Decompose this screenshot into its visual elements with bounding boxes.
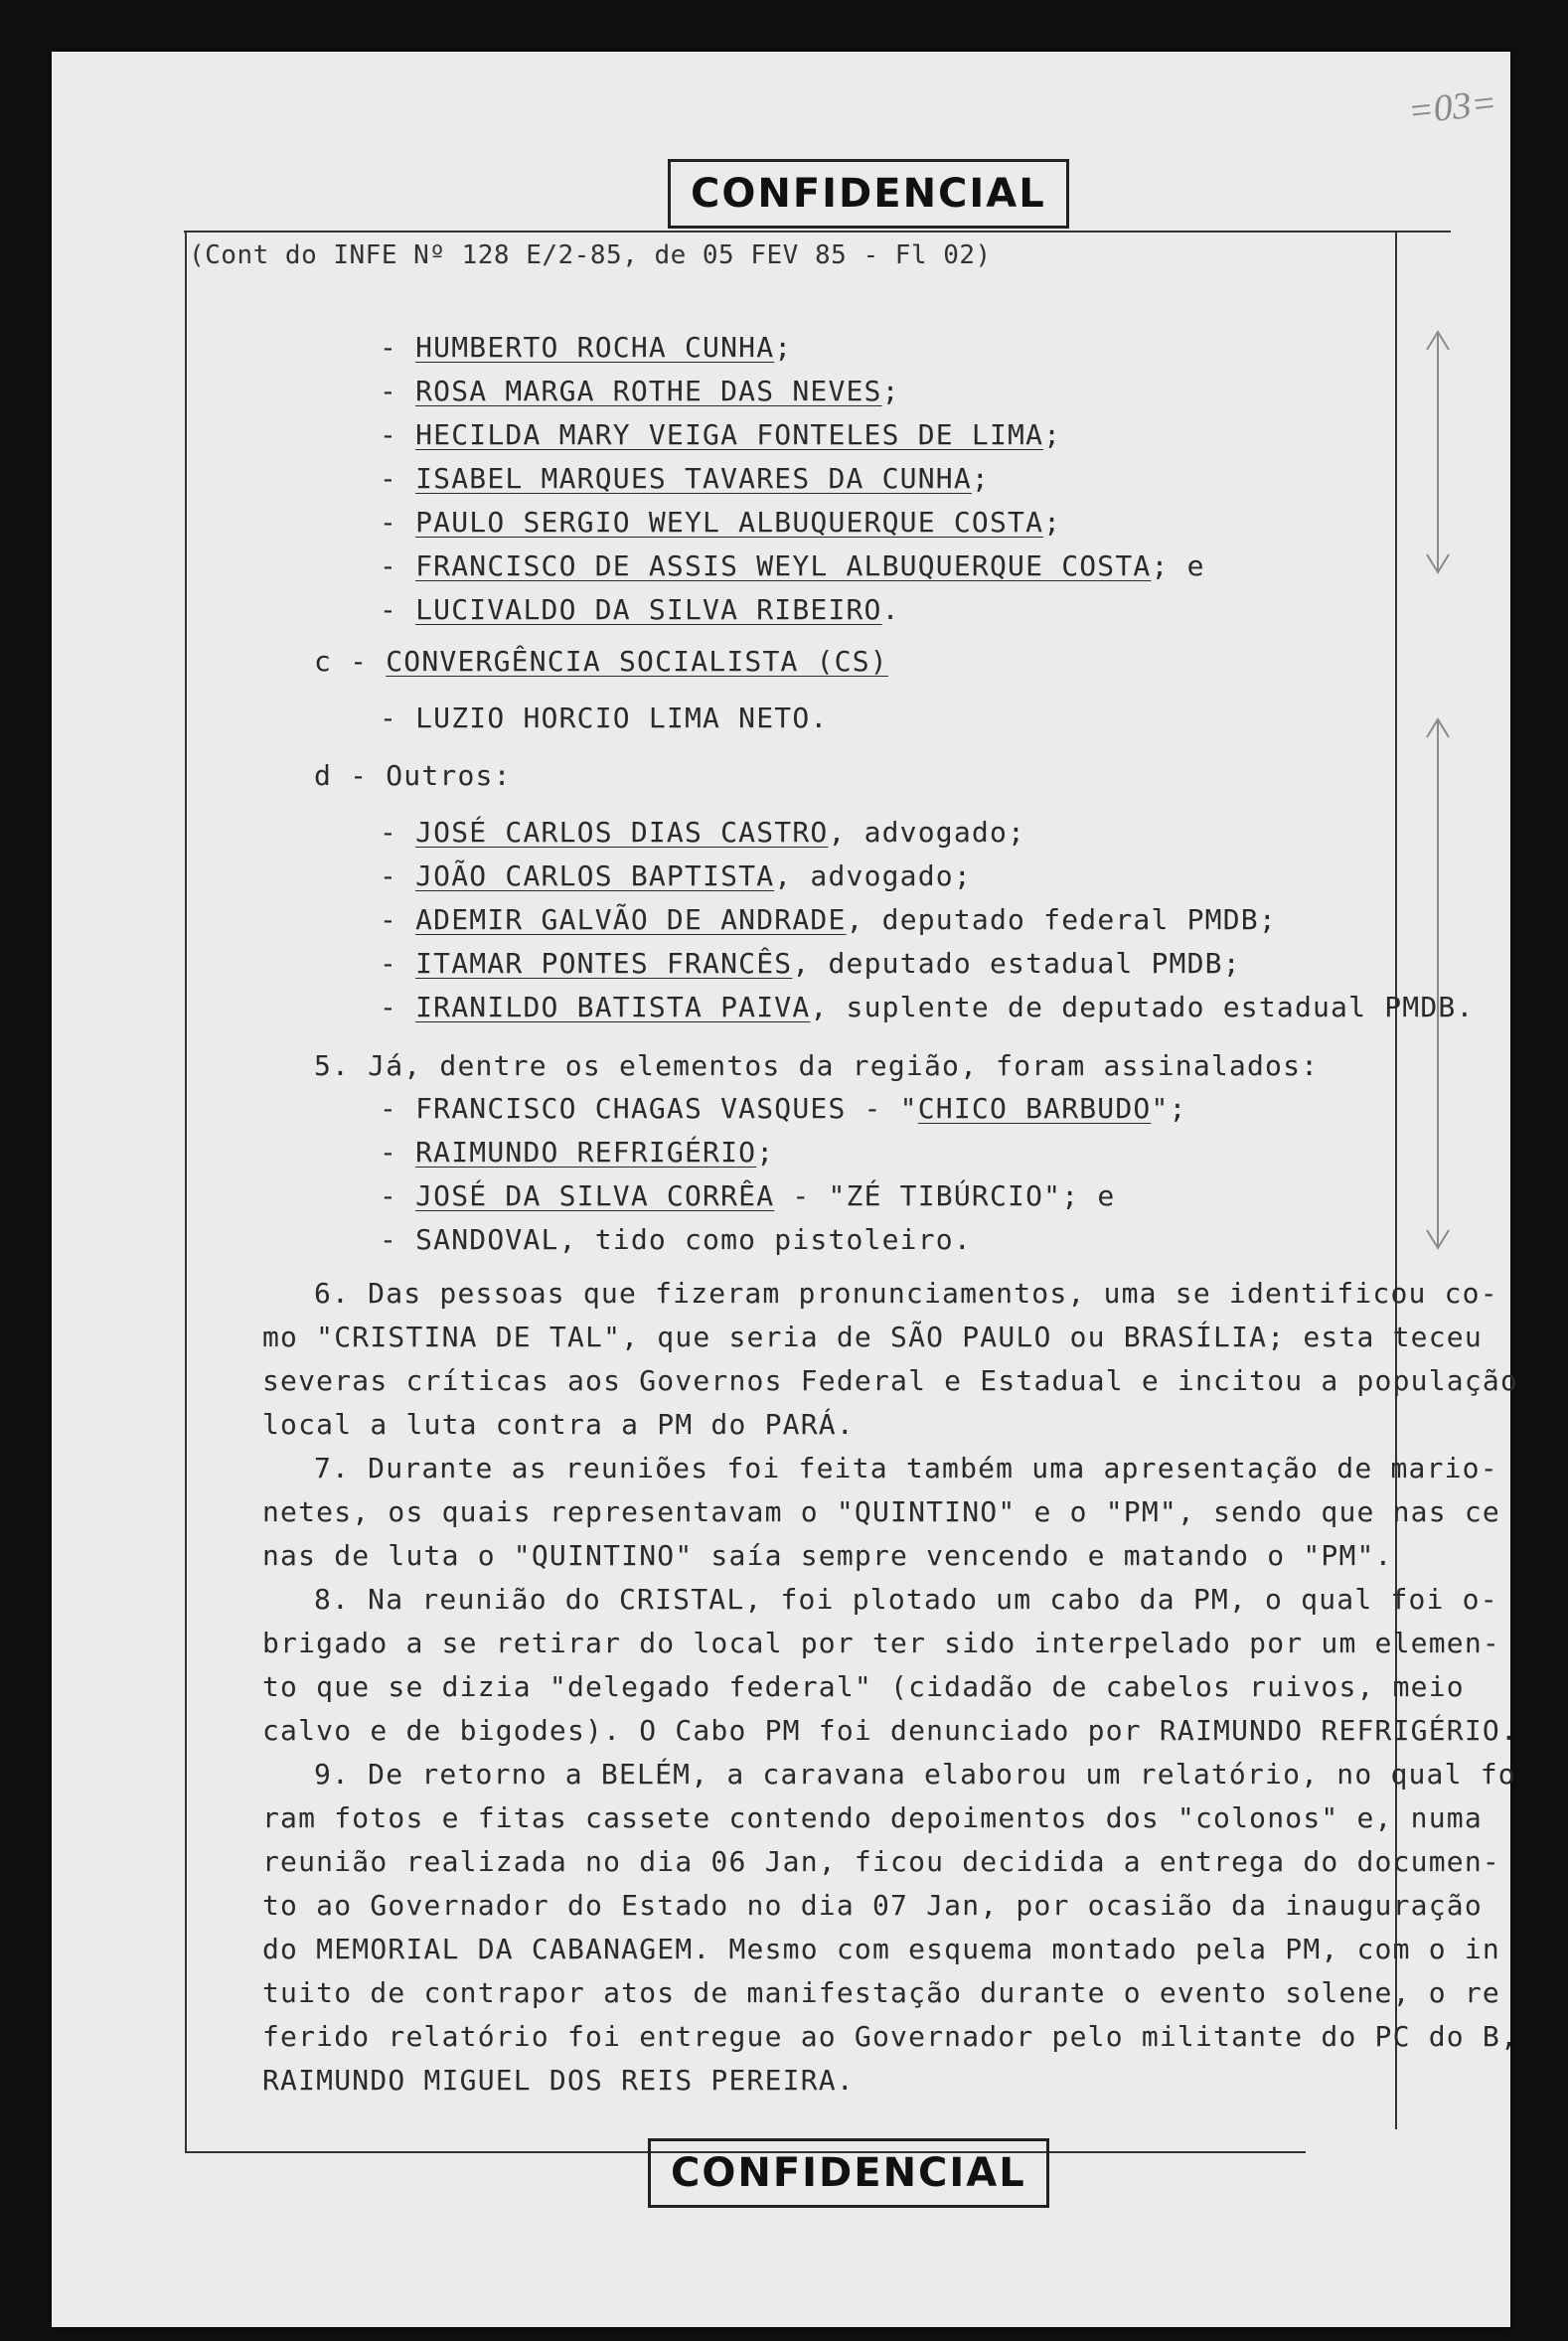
paragraph-text: severas críticas aos Governos Federal e Estadual e incitou a população bbox=[262, 1364, 1519, 1397]
list-item: - SANDOVAL, tido como pistoleiro. bbox=[380, 1223, 972, 1256]
paragraph-text: brigado a se retirar do local por ter sido interpelado por um elemen- bbox=[262, 1627, 1500, 1659]
person-name: JOSÉ CARLOS DIAS CASTRO bbox=[415, 816, 829, 849]
section-heading bbox=[314, 645, 888, 678]
item-suffix: . bbox=[881, 593, 900, 626]
section-letter: d - bbox=[314, 759, 387, 792]
person-name: HECILDA MARY VEIGA FONTELES DE LIMA bbox=[415, 418, 1044, 451]
item-prefix: FRANCISCO CHAGAS VASQUES - " bbox=[415, 1092, 918, 1125]
section-letter: c - bbox=[314, 645, 387, 678]
para9-line bbox=[262, 1845, 1500, 1878]
list-item: - FRANCISCO CHAGAS VASQUES - "CHICO BARBUDO"; bbox=[380, 1092, 1187, 1125]
person-name: IRANILDO BATISTA PAIVA bbox=[415, 991, 811, 1023]
list-item: - LUZIO HORCIO LIMA NETO. bbox=[380, 702, 829, 734]
frame-line-top bbox=[184, 231, 1451, 233]
para9-line bbox=[262, 1889, 1483, 1922]
paragraph-text: to ao Governador do Estado no dia 07 Jan, por ocasião da inauguração bbox=[262, 1889, 1483, 1922]
paragraph-text: ram fotos e fitas cassete contendo depoimentos dos "colonos" e, numa bbox=[262, 1801, 1483, 1834]
list-item: - HUMBERTO ROCHA CUNHA; bbox=[380, 331, 793, 364]
confidential-stamp-top: CONFIDENCIAL bbox=[668, 159, 1069, 229]
item-suffix: ; bbox=[1043, 506, 1062, 539]
person-name: ROSA MARGA ROTHE DAS NEVES bbox=[415, 375, 882, 407]
list-item: - HECILDA MARY VEIGA FONTELES DE LIMA; bbox=[380, 418, 1062, 451]
section-heading bbox=[314, 759, 512, 792]
person-name: PAULO SERGIO WEYL ALBUQUERQUE COSTA bbox=[415, 506, 1044, 539]
paragraph-text: RAIMUNDO MIGUEL DOS REIS PEREIRA. bbox=[262, 2064, 855, 2097]
item-suffix: ; bbox=[756, 1136, 775, 1169]
person-name: FRANCISCO DE ASSIS WEYL ALBUQUERQUE COSTA bbox=[415, 549, 1152, 582]
paragraph-5-intro bbox=[314, 1049, 1320, 1082]
para8-line bbox=[262, 1670, 1465, 1703]
paragraph-text: 8. Na reunião do CRISTAL, foi plotado um cabo da PM, o qual foi o- bbox=[314, 1583, 1498, 1616]
person-name: ADEMIR GALVÃO DE ANDRADE bbox=[415, 903, 847, 936]
item-suffix: , advogado; bbox=[828, 816, 1026, 849]
margin-bracket-arrow-icon bbox=[1421, 715, 1455, 1252]
list-item: - ISABEL MARQUES TAVARES DA CUNHA; bbox=[380, 462, 990, 495]
para6-line bbox=[262, 1408, 855, 1441]
paragraph-text: 9. De retorno a BELÉM, a caravana elaborou um relatório, no qual fo bbox=[314, 1758, 1516, 1791]
list-item: - JOSÉ DA SILVA CORRÊA - "ZÉ TIBÚRCIO"; e bbox=[380, 1179, 1116, 1212]
para9-line bbox=[262, 2064, 855, 2097]
person-name: JOÃO CARLOS BAPTISTA bbox=[415, 859, 775, 892]
margin-bracket-arrow-icon bbox=[1421, 328, 1455, 576]
person-name: RAIMUNDO REFRIGÉRIO bbox=[415, 1136, 757, 1169]
paragraph-text: to que se dizia "delegado federal" (cidadão de cabelos ruivos, meio bbox=[262, 1670, 1465, 1703]
list-item: - IRANILDO BATISTA PAIVA, suplente de deputado estadual PMDB. bbox=[380, 991, 1475, 1023]
paragraph-text: 7. Durante as reuniões foi feita também uma apresentação de mario- bbox=[314, 1452, 1498, 1484]
list-item: - LUCIVALDO DA SILVA RIBEIRO. bbox=[380, 593, 900, 626]
paragraph-text: 6. Das pessoas que fizeram pronunciamentos, uma se identificou co- bbox=[314, 1277, 1498, 1310]
para6-line bbox=[314, 1277, 1498, 1310]
list-item: - ADEMIR GALVÃO DE ANDRADE, deputado federal PMDB; bbox=[380, 903, 1277, 936]
para7-line bbox=[314, 1452, 1498, 1484]
item-suffix: ; bbox=[881, 375, 900, 407]
person-name: ISABEL MARQUES TAVARES DA CUNHA bbox=[415, 462, 972, 495]
paragraph-text: netes, os quais representavam o "QUINTINO" e o "PM", sendo que nas ce bbox=[262, 1495, 1500, 1528]
section-title: Outros: bbox=[386, 759, 512, 792]
para6-line bbox=[262, 1321, 1483, 1353]
list-item: - JOÃO CARLOS BAPTISTA, advogado; bbox=[380, 859, 972, 892]
list-item: - FRANCISCO DE ASSIS WEYL ALBUQUERQUE COSTA; e bbox=[380, 549, 1205, 582]
para8-line bbox=[314, 1583, 1498, 1616]
person-name: ITAMAR PONTES FRANCÊS bbox=[415, 947, 793, 980]
person-name: HUMBERTO ROCHA CUNHA bbox=[415, 331, 775, 364]
item-suffix: , suplente de deputado estadual PMDB. bbox=[810, 991, 1475, 1023]
list-item: - JOSÉ CARLOS DIAS CASTRO, advogado; bbox=[380, 816, 1026, 849]
paragraph-text: reunião realizada no dia 06 Jan, ficou decidida a entrega do documen- bbox=[262, 1845, 1500, 1878]
paragraph-text: tuito de contrapor atos de manifestação durante o evento solene, o re bbox=[262, 1976, 1500, 2009]
paragraph-text: local a luta contra a PM do PARÁ. bbox=[262, 1408, 855, 1441]
item-suffix: ; bbox=[774, 331, 793, 364]
confidential-stamp-bottom: CONFIDENCIAL bbox=[648, 2138, 1049, 2208]
item-suffix: . bbox=[810, 702, 829, 734]
item-suffix: , deputado estadual PMDB; bbox=[792, 947, 1241, 980]
item-suffix: , deputado federal PMDB; bbox=[846, 903, 1277, 936]
item-suffix: ; e bbox=[1151, 549, 1205, 582]
section-title: CONVERGÊNCIA SOCIALISTA (CS) bbox=[386, 645, 888, 678]
frame-line-left bbox=[185, 231, 187, 2153]
para9-line bbox=[314, 1758, 1516, 1791]
para6-line bbox=[262, 1364, 1519, 1397]
para7-line bbox=[262, 1539, 1393, 1572]
para9-line bbox=[262, 2020, 1519, 2053]
para8-line bbox=[262, 1627, 1500, 1659]
para7-line bbox=[262, 1495, 1500, 1528]
para9-line bbox=[262, 1801, 1483, 1834]
person-name: LUZIO HORCIO LIMA NETO bbox=[415, 702, 811, 734]
list-item: - ITAMAR PONTES FRANCÊS, deputado estadual PMDB; bbox=[380, 947, 1241, 980]
person-name: CHICO BARBUDO bbox=[917, 1092, 1152, 1125]
item-suffix: , advogado; bbox=[774, 859, 972, 892]
person-name: JOSÉ DA SILVA CORRÊA bbox=[415, 1179, 775, 1212]
item-suffix: ; bbox=[971, 462, 990, 495]
paragraph-text: do MEMORIAL DA CABANAGEM. Mesmo com esquema montado pela PM, com o in bbox=[262, 1933, 1500, 1965]
para9-line bbox=[262, 1976, 1500, 2009]
paragraph-text: ferido relatório foi entregue ao Governador pelo militante do PC do B, bbox=[262, 2020, 1519, 2053]
list-item: - RAIMUNDO REFRIGÉRIO; bbox=[380, 1136, 775, 1169]
paragraph-text: mo "CRISTINA DE TAL", que seria de SÃO PAULO ou BRASÍLIA; esta teceu bbox=[262, 1321, 1483, 1353]
paragraph-text: nas de luta o "QUINTINO" saía sempre vencendo e matando o "PM". bbox=[262, 1539, 1393, 1572]
para9-line bbox=[262, 1933, 1500, 1965]
person-name: LUCIVALDO DA SILVA RIBEIRO bbox=[415, 593, 882, 626]
document-header: (Cont do INFE Nº 128 E/2-85, de 05 FEV 85 - Fl 02) bbox=[189, 240, 992, 270]
page-number-mark: =03= bbox=[1405, 81, 1498, 133]
item-prefix: SANDOVAL, tido como pistoleiro. bbox=[415, 1223, 972, 1256]
paragraph-text: calvo e de bigodes). O Cabo PM foi denunciado por RAIMUNDO REFRIGÉRIO. bbox=[262, 1714, 1519, 1747]
list-item: - ROSA MARGA ROTHE DAS NEVES; bbox=[380, 375, 900, 407]
item-suffix: - "ZÉ TIBÚRCIO"; e bbox=[774, 1179, 1116, 1212]
paragraph-text: 5. Já, dentre os elementos da região, foram assinalados: bbox=[314, 1049, 1320, 1082]
item-suffix: ; bbox=[1043, 418, 1062, 451]
list-item: - PAULO SERGIO WEYL ALBUQUERQUE COSTA; bbox=[380, 506, 1062, 539]
item-suffix: "; bbox=[1151, 1092, 1187, 1125]
para8-line bbox=[262, 1714, 1519, 1747]
